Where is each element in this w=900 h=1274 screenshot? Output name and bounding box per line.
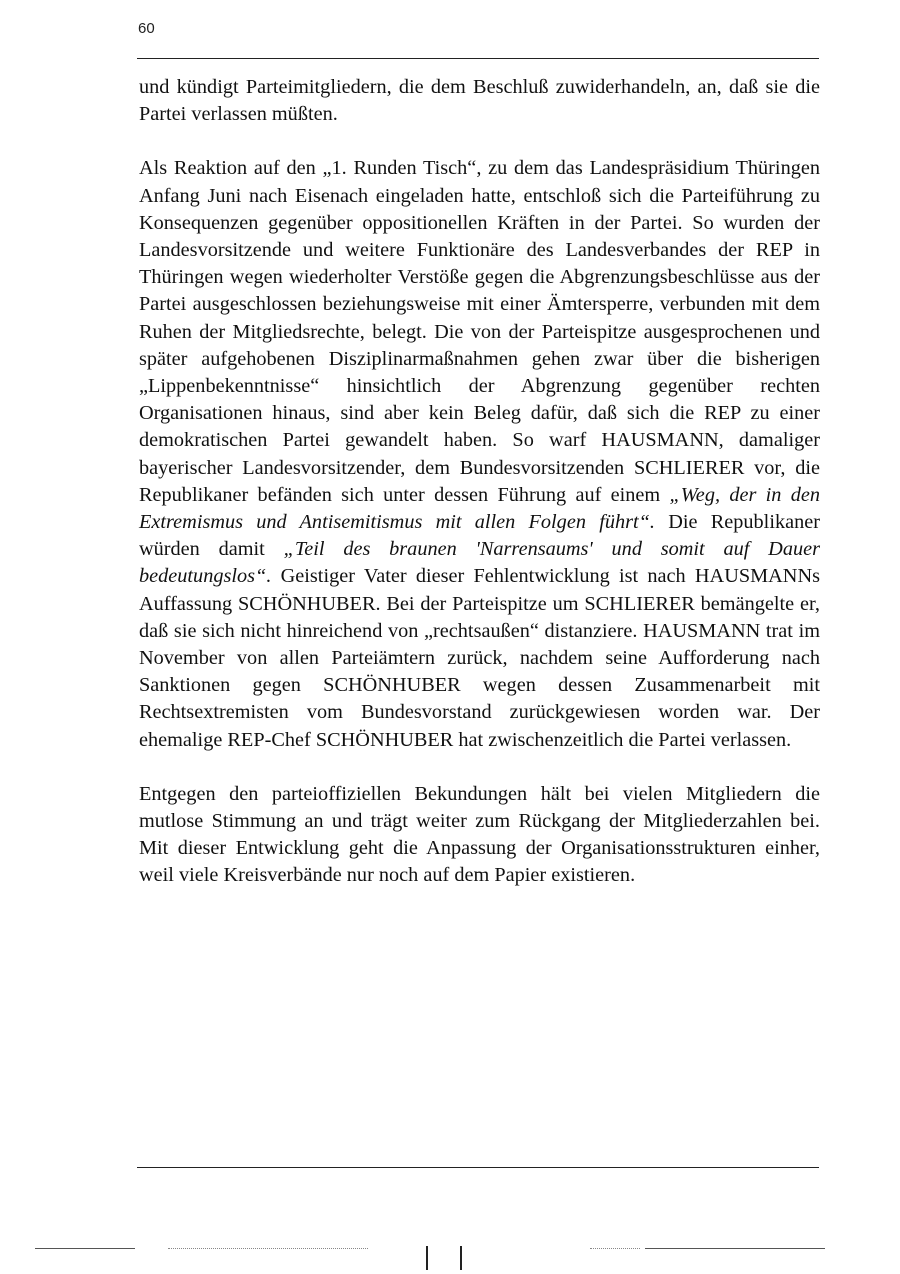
scan-bar-1 (426, 1246, 428, 1270)
quote-narrensaum: „Teil des braunen 'Narrensaums' und somit auf Dauer bedeutungslos“. (139, 538, 820, 588)
paragraph-3 (139, 781, 820, 890)
footer-rule (137, 1167, 819, 1168)
paragraph-2-text-b: Die Republikaner würden damit (139, 511, 820, 561)
page-number: 60 (138, 20, 155, 37)
scan-dash-3 (590, 1248, 640, 1249)
paragraph-2-text-a: Als Reaktion auf den „1. Runden Tisch“, zu dem das Landespräsidium Thüringen Anfang Juni nach Eisenach eingeladen hatte, entschloß sich die Parteiführung zu Konsequenzen gegenüber oppositionellen Kräften in der Partei. So wurden der Landesvorsitzende und weitere Funktionäre des Landesverbandes der REP in Thüringen wegen wiederholter Verstöße gegen die Abgrenzungsbeschlüsse aus der Partei ausgeschlossen beziehungsweise mit einer Ämtersperre, verbunden mit dem Ruhen der Mitgliedsrechte, belegt. Die von der Parteispitze ausgesprochenen und später aufgehobenen Disziplinarmaßnahmen gehen zwar über die bisherigen „Lippenbekenntnisse“ hinsichtlich der Abgrenzung gegenüber rechten Organisationen hinaus, sind aber kein Beleg dafür, daß sich die REP zu einer demokratischen Partei gewandelt haben. So warf HAUSMANN, damaliger bayerischer Landesvorsitzender, dem Bundesvorsitzenden SCHLIERER vor, die Republikaner befänden sich unter dessen Führung auf einem (139, 157, 820, 506)
body-text (139, 74, 820, 917)
scan-dash-4 (645, 1248, 825, 1249)
scan-bar-2 (460, 1246, 462, 1270)
paragraph-1 (139, 74, 820, 128)
quote-extremismus: „Weg, der in den Extremismus und Antisemitismus mit allen Folgen führt“. (139, 483, 820, 534)
header-rule (137, 58, 819, 59)
scan-marks (0, 1240, 900, 1274)
scan-dash-2 (168, 1248, 368, 1249)
paragraph-2-text-c: Geistiger Vater dieser Fehlentwicklung ist nach HAUSMANNs Auffassung SCHÖNHUBER. Bei der Parteispitze um SCHLIERER bemängelte er, daß sie sich nicht hinreichend von „rechtsaußen“ distanziere. HAUSMANN trat im November von allen Parteiämtern zurück, nachdem seine Aufforderung nach Sanktionen gegen SCHÖNHUBER wegen dessen Zusammenarbeit mit Rechtsextremisten vom Bundesvorstand zurückgewiesen worden war. Der ehemalige REP-Chef SCHÖNHUBER hat zwischenzeitlich die Partei verlassen. (139, 565, 820, 751)
scan-dash-1 (35, 1248, 135, 1249)
paragraph-3-text: Entgegen den parteioffiziellen Bekundungen hält bei vielen Mitgliedern die mutlose Stimmung an und trägt weiter zum Rückgang der Mitgliederzahlen bei. Mit dieser Entwicklung geht die Anpassung der Organisationsstrukturen einher, weil viele Kreisverbände nur noch auf dem Papier existieren. (139, 782, 820, 887)
paragraph-1-text: und kündigt Parteimitgliedern, die dem Beschluß zuwiderhandeln, an, daß sie die Partei verlassen müßten. (139, 76, 820, 126)
paragraph-2 (139, 155, 820, 753)
